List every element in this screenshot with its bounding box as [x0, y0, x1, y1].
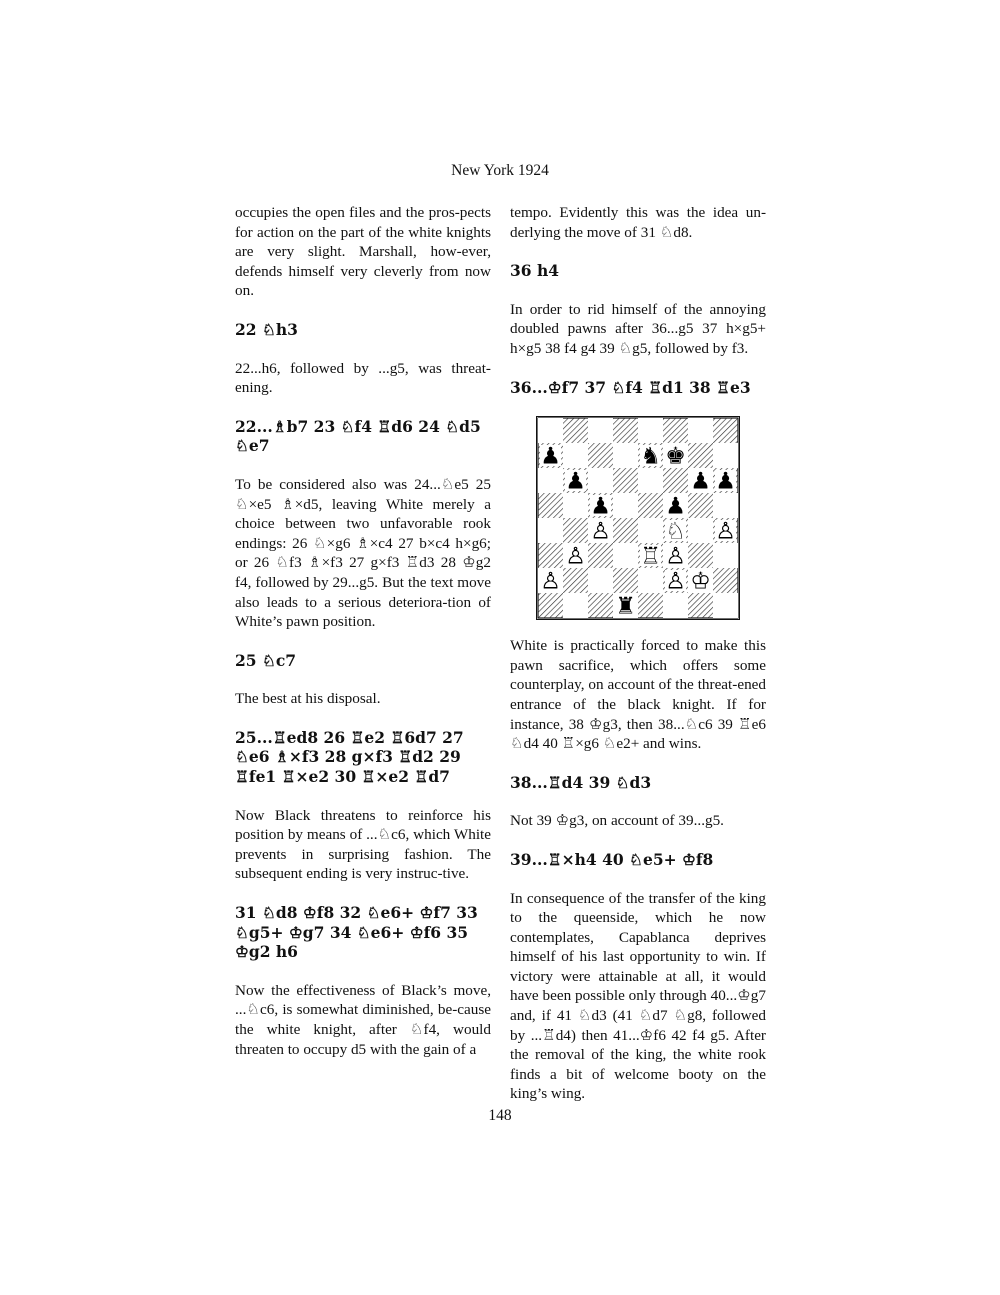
board-square — [638, 568, 663, 593]
chess-piece-black-b6: ♟ — [565, 468, 586, 495]
board-square — [713, 543, 738, 568]
board-square — [713, 443, 738, 468]
chess-piece-white-f4: ♘ — [665, 518, 686, 545]
board-square — [713, 568, 738, 593]
board-square — [638, 518, 663, 543]
board-square — [538, 543, 563, 568]
board-square — [688, 543, 713, 568]
board-square — [688, 518, 713, 543]
commentary-paragraph: Now the effectiveness of Black’s move, ...♘c6, is somewhat diminished, be-cause the white knight, after ♘f4, would threaten to occupy d5 with the gain of a — [235, 981, 491, 1058]
board-square — [688, 493, 713, 518]
chess-piece-black-d1: ♜ — [615, 593, 636, 620]
board-square — [688, 593, 713, 618]
chess-piece-black-c5: ♟ — [590, 493, 611, 520]
commentary-paragraph: 22...h6, followed by ...g5, was threat-ening. — [235, 359, 491, 397]
board-square — [613, 568, 638, 593]
commentary-paragraph: In order to rid himself of the annoying doubled pawns after 36...g5 37 h×g5+ h×g5 38 f4 g4 39 ♘g5, followed by f3. — [510, 300, 766, 357]
right-column — [510, 203, 766, 1123]
chess-piece-black-f7: ♚ — [665, 443, 686, 470]
board-square — [638, 593, 663, 618]
board-square — [588, 543, 613, 568]
chess-piece-white-f3: ♙ — [665, 543, 686, 570]
commentary-paragraph: Now Black threatens to reinforce his position by means of ...♘c6, which White prevents in surprising fashion. The subsequent ending is very instruc-tive. — [235, 806, 491, 883]
commentary-paragraph: To be considered also was 24...♘e5 25 ♘×e5 ♗×d5, leaving White merely a choice between two unfavorable rook endings: 26 ♘×g6 ♗×c4 27 b×c4 h×g6; or 26 ♘f3 ♗×f3 27 g×f3 ♖d3 28 ♔g2 f4, followed by 29...g5. But the text move also leads to a serious deteriora-tion of White’s pawn position. — [235, 475, 491, 631]
board-square — [588, 468, 613, 493]
commentary-paragraph: In consequence of the transfer of the king to the queenside, which he now contemplates, Capablanca deprives himself of his last opportunity to win. If victory were attainable at all, it would have been possible only through 40...♔g7 and, if 41 ♘d3 (41 ♘d7 ♘g8, followed by ...♖d4) then 41...♔f6 42 f4 g5. After the removal of the king, the white rook finds a bit of welcome booty on the king’s wing. — [510, 889, 766, 1103]
chess-board — [536, 416, 740, 620]
chess-piece-black-f5: ♟ — [665, 493, 686, 520]
board-square — [538, 418, 563, 443]
board-square — [613, 493, 638, 518]
board-square — [588, 443, 613, 468]
board-square — [688, 418, 713, 443]
chess-piece-white-a2: ♙ — [540, 568, 561, 595]
chess-piece-white-g2: ♔ — [690, 568, 711, 595]
chess-piece-white-h4: ♙ — [715, 518, 736, 545]
board-square — [613, 468, 638, 493]
chess-diagram — [536, 416, 740, 620]
board-square — [613, 518, 638, 543]
chess-piece-white-b3: ♙ — [565, 543, 586, 570]
move-line: 36 h4 — [510, 261, 560, 281]
board-square — [713, 593, 738, 618]
board-square — [588, 568, 613, 593]
board-square — [663, 418, 688, 443]
page-number: 148 — [488, 1107, 512, 1124]
board-square — [538, 518, 563, 543]
chess-piece-black-a7: ♟ — [540, 443, 561, 470]
board-square — [538, 593, 563, 618]
left-column — [235, 203, 491, 1078]
board-square — [588, 593, 613, 618]
board-square — [563, 493, 588, 518]
board-square — [663, 593, 688, 618]
chess-piece-white-e3: ♖ — [640, 543, 661, 570]
move-line: 22...♗b7 23 ♘f4 ♖d6 24 ♘d5 ♘e7 — [235, 416, 481, 456]
board-square — [713, 418, 738, 443]
commentary-paragraph: The best at his disposal. — [235, 690, 381, 708]
board-square — [563, 443, 588, 468]
board-square — [713, 493, 738, 518]
move-line: 25...♖ed8 26 ♖e2 ♖6d7 27 ♘e6 ♗×f3 28 g×f3 ♖d2 29 ♖fe1 ♖×e2 30 ♖×e2 ♖d7 — [235, 727, 464, 787]
board-square — [613, 443, 638, 468]
chess-piece-white-c4: ♙ — [590, 518, 611, 545]
move-line: 25 ♘c7 — [235, 650, 297, 670]
board-square — [638, 468, 663, 493]
move-line: 36...♔f7 37 ♘f4 ♖d1 38 ♖e3 — [510, 377, 751, 397]
commentary-paragraph: occupies the open files and the pros-pects for action on the part of the white knights are very slight. Marshall, how-ever, defends himself very cleverly from now on. — [235, 204, 491, 300]
chess-piece-black-g6: ♟ — [690, 468, 711, 495]
board-square — [613, 543, 638, 568]
board-square — [588, 418, 613, 443]
running-header: New York 1924 — [451, 162, 549, 179]
board-square — [638, 493, 663, 518]
commentary-paragraph: tempo. Evidently this was the idea un-derlying the move of 31 ♘d8. — [510, 204, 766, 241]
chess-piece-black-h6: ♟ — [715, 468, 736, 495]
board-square — [563, 518, 588, 543]
board-square — [563, 593, 588, 618]
move-line: 31 ♘d8 ♔f8 32 ♘e6+ ♔f7 33 ♘g5+ ♔g7 34 ♘e6+ ♔f6 35 ♔g2 h6 — [235, 903, 478, 962]
board-square — [538, 468, 563, 493]
board-square — [688, 443, 713, 468]
commentary-paragraph: White is practically forced to make this pawn sacrifice, which offers some counterplay, on account of the threat-ened entrance of the black knight. If for instance, 38 ♔g3, then 38...♘c6 39 ♖e6 ♘d4 40 ♖×g6 ♘e2+ and wins. — [510, 637, 766, 753]
chess-piece-black-e7: ♞ — [640, 443, 661, 470]
board-square — [563, 418, 588, 443]
commentary-paragraph: Not 39 ♔g3, on account of 39...g5. — [510, 812, 724, 830]
chess-piece-white-f2: ♙ — [665, 568, 686, 595]
board-square — [563, 568, 588, 593]
move-line: 39...♖×h4 40 ♘e5+ ♔f8 — [510, 849, 714, 869]
move-line: 22 ♘h3 — [235, 319, 298, 339]
board-square — [638, 418, 663, 443]
move-line: 38...♖d4 39 ♘d3 — [510, 772, 652, 792]
board-square — [663, 468, 688, 493]
board-square — [613, 418, 638, 443]
board-square — [538, 493, 563, 518]
